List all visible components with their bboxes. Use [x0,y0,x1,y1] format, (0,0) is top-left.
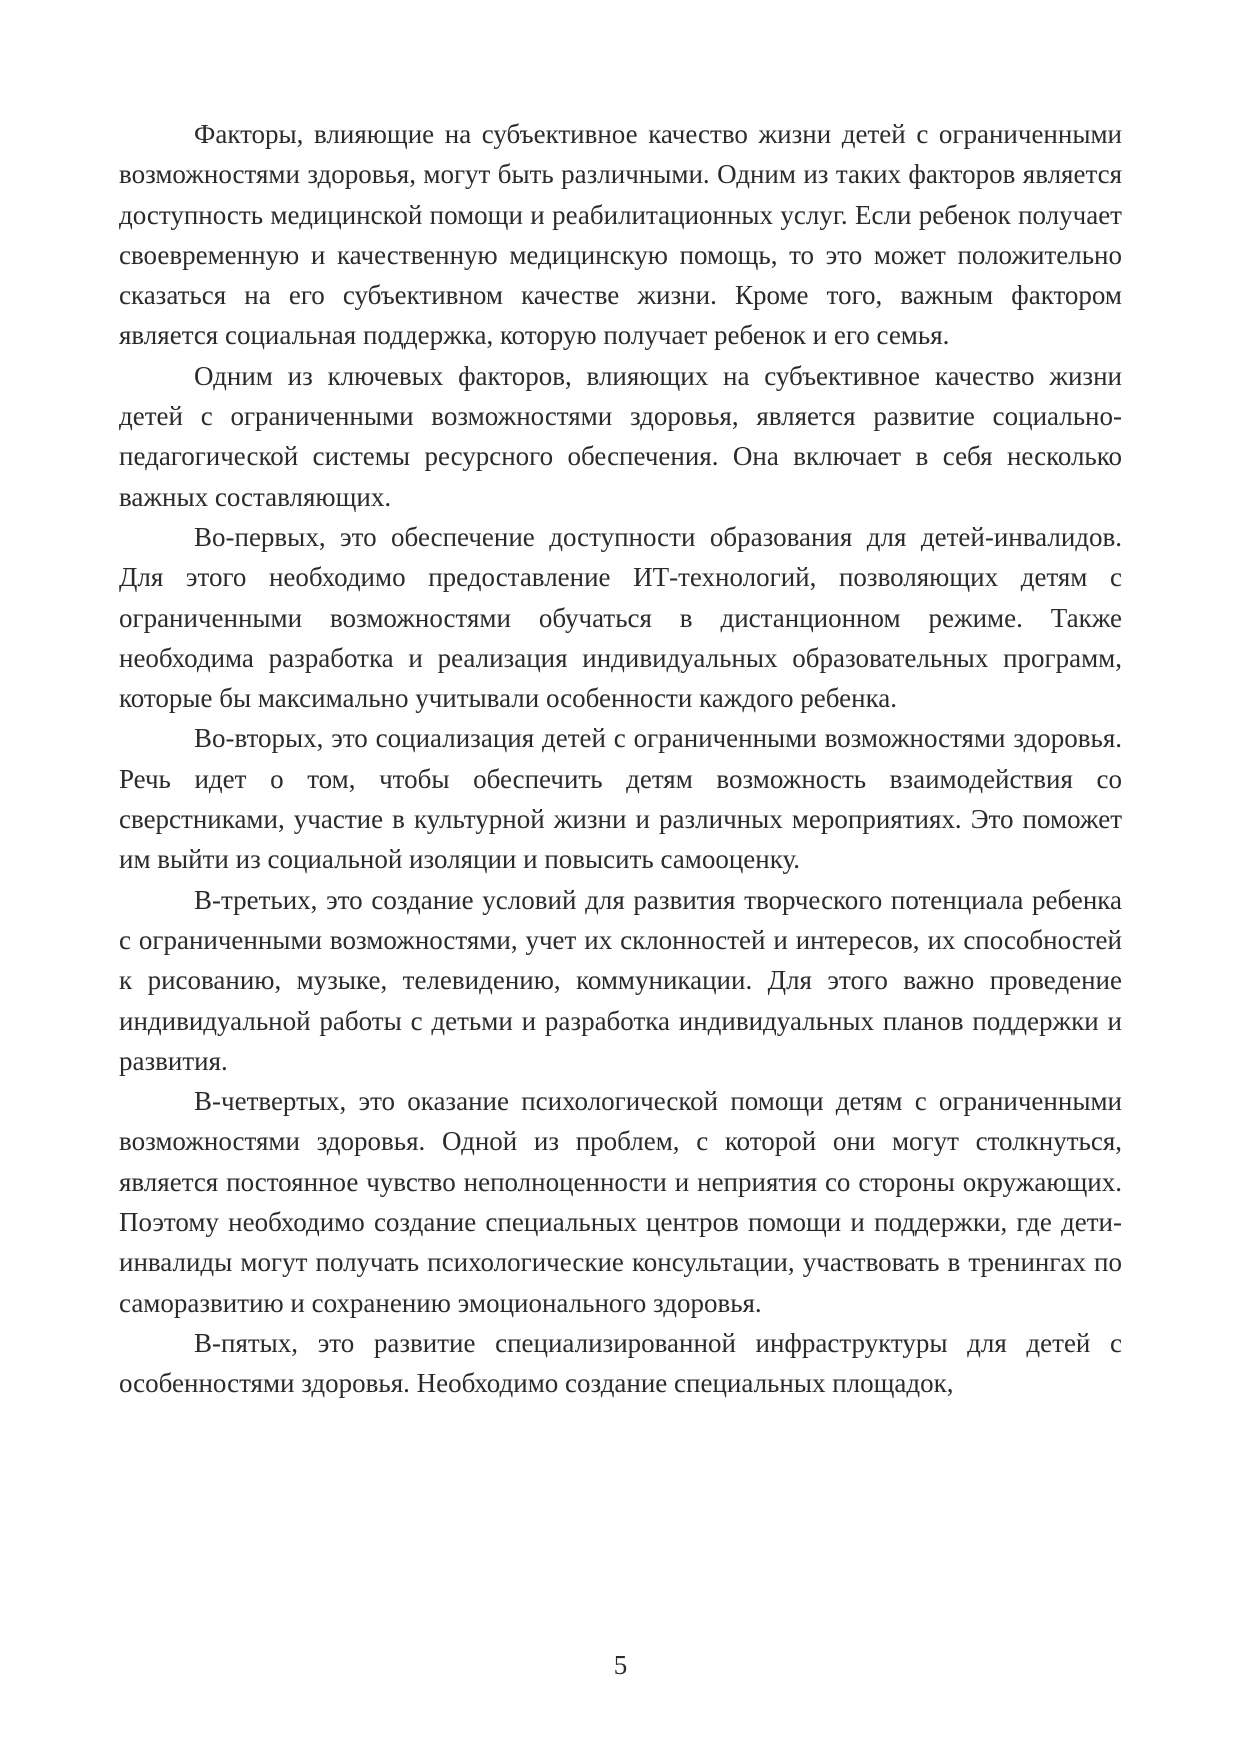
paragraph-fifth: В-пятых, это развитие специализированной инфраструктуры для детей с особенностями здоровья. Необходимо создание специальных площадок, [119,1327,1122,1399]
paragraph-factors: Факторы, влияющие на субъективное качество жизни детей с ограниченными возможностями здоровья, могут быть различными. Одним из таких факторов является доступность медицинской помощи и реабилитационных услуг. Если ребенок получает своевременную и качественную медицинскую помощь, то это может положительно сказаться на его субъективном качестве жизни. Кроме того, важным фактором является социальная поддержка, которую получает ребенок и его семья. [119,119,1122,351]
paragraph-third: В-третьих, это создание условий для развития творческого потенциала ребенка с ограниченными возможностями, учет их склонностей и интересов, их способностей к рисованию, музыке, телевидению, коммуникации. Для этого важно проведение индивидуальной работы с детьми и разработка индивидуальных планов поддержки и развития. [119,884,1122,1076]
page-number: 5 [613,1650,628,1680]
paragraph-first: Во-первых, это обеспечение доступности образования для детей-инвалидов. Для этого необходимо предоставление ИТ-технологий, позволяющих детям с ограниченными возможностями обучаться в дистанционном режиме. Также необходима разработка и реализация индивидуальных образовательных программ, которые бы максимально учитывали особенности каждого ребенка. [119,521,1122,714]
paragraph-second: Во-вторых, это социализация детей с ограниченными возможностями здоровья. Речь идет о том, чтобы обеспечить детям возможность взаимодействия со сверстниками, участие в культурной жизни и различных мероприятиях. Это поможет им выйти из социальной изоляции и повысить самооценку. [119,723,1122,875]
paragraph-key-factors: Одним из ключевых факторов, влияющих на субъективное качество жизни детей с ограниченными возможностями здоровья, является развитие социально-педагогической системы ресурсного обеспечения. Она включает в себя несколько важных составляющих. [119,360,1122,512]
body-text [119,114,1122,1404]
paragraph-fourth: В-четвертых, это оказание психологической помощи детям с ограниченными возможностями здоровья. Одной из проблем, с которой они могут столкнуться, является постоянное чувство неполноценности и неприятия со стороны окружающих. Поэтому необходимо создание специальных центров помощи и поддержки, где дети-инвалиды могут получать психологические консультации, участвовать в тренингах по саморазвитию и сохранению эмоционального здоровья. [119,1086,1122,1318]
